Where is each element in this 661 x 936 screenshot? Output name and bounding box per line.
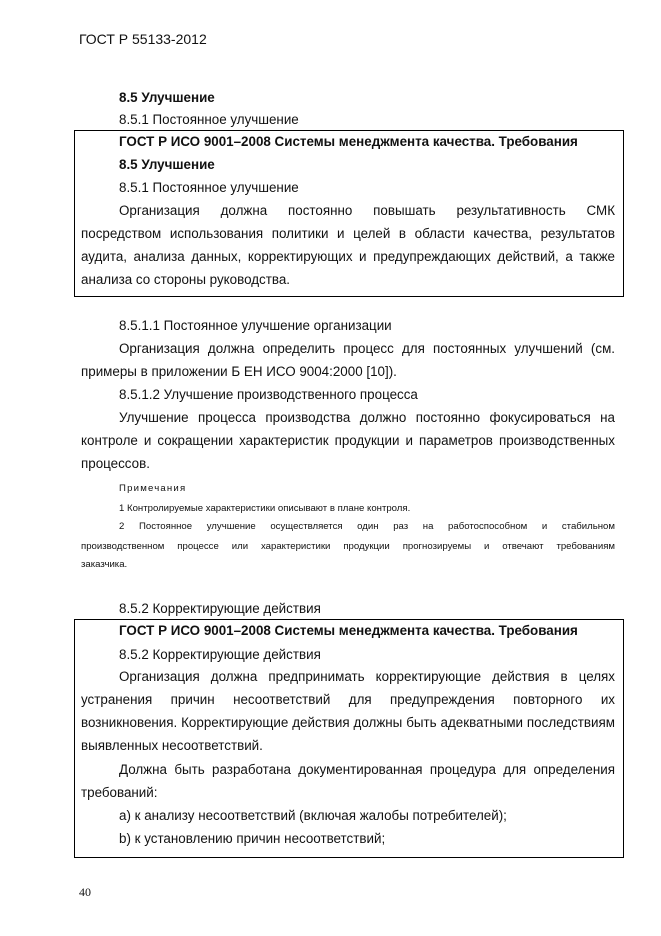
box-subsection-title: 8.5.2 Корректирующие действия: [119, 647, 321, 662]
document-header: ГОСТ Р 55133-2012: [79, 31, 207, 47]
page-number: 40: [79, 885, 91, 899]
note-2-line: производственном процессе или характеристики продукции прогнозируемы и отвечают требованиям: [81, 541, 615, 552]
body-text-line: примеры в приложении Б ЕН ИСО 9004:2000 [10]).: [81, 364, 397, 379]
list-item-b: b) к установлению причин несоответствий;: [119, 831, 386, 846]
clause-title: 8.5.1.2 Улучшение производственного процесса: [119, 387, 418, 402]
list-item-a: a) к анализу несоответствий (включая жалобы потребителей);: [119, 808, 507, 823]
standard-reference: ГОСТ Р ИСО 9001–2008 Системы менеджмента качества. Требования: [119, 623, 578, 638]
clause-title: 8.5.1.1 Постоянное улучшение организации: [119, 318, 392, 333]
note-2-line: заказчика.: [81, 559, 128, 570]
body-text-line: процессов.: [81, 456, 150, 471]
box-text-line: устранения причин несоответствий для предупреждения повторного их: [81, 692, 615, 707]
subsection-title: 8.5.1 Постоянное улучшение: [119, 112, 299, 127]
box-section-title: 8.5 Улучшение: [119, 157, 215, 172]
section-title: 8.5 Улучшение: [119, 90, 215, 105]
box-text-line: выявленных несоответствий.: [81, 738, 263, 753]
box-text-line: требований:: [81, 785, 158, 800]
box-text-line: Организация должна постоянно повышать результативность СМК: [119, 203, 615, 218]
box-text-line: Организация должна предпринимать корректирующие действия в целях: [119, 669, 615, 684]
body-text-line: контроле и сокращении характеристик продукции и параметров производственных: [81, 433, 615, 448]
box-text-line: анализа со стороны руководства.: [81, 272, 290, 287]
subsection-title: 8.5.2 Корректирующие действия: [119, 601, 321, 616]
note-2-line: 2 Постоянное улучшение осуществляется один раз на работоспособном и стабильном: [119, 521, 615, 532]
box-text-line: возникновения. Корректирующие действия должны быть адекватными последствиям: [81, 715, 615, 730]
box-text-line: аудита, анализа данных, корректирующих и предупреждающих действий, а также: [81, 249, 615, 264]
box-text-line: Должна быть разработана документированная процедура для определения: [119, 762, 615, 777]
box-subsection-title: 8.5.1 Постоянное улучшение: [119, 180, 299, 195]
notes-title: Примечания: [119, 483, 187, 494]
box-text-line: посредством использования политики и целей в области качества, результатов: [81, 226, 615, 241]
note-1: 1 Контролируемые характеристики описывают в плане контроля.: [119, 503, 411, 514]
body-text-line: Улучшение процесса производства должно постоянно фокусироваться на: [119, 410, 615, 425]
standard-reference: ГОСТ Р ИСО 9001–2008 Системы менеджмента качества. Требования: [119, 134, 578, 149]
body-text-line: Организация должна определить процесс для постоянных улучшений (см.: [119, 341, 615, 356]
